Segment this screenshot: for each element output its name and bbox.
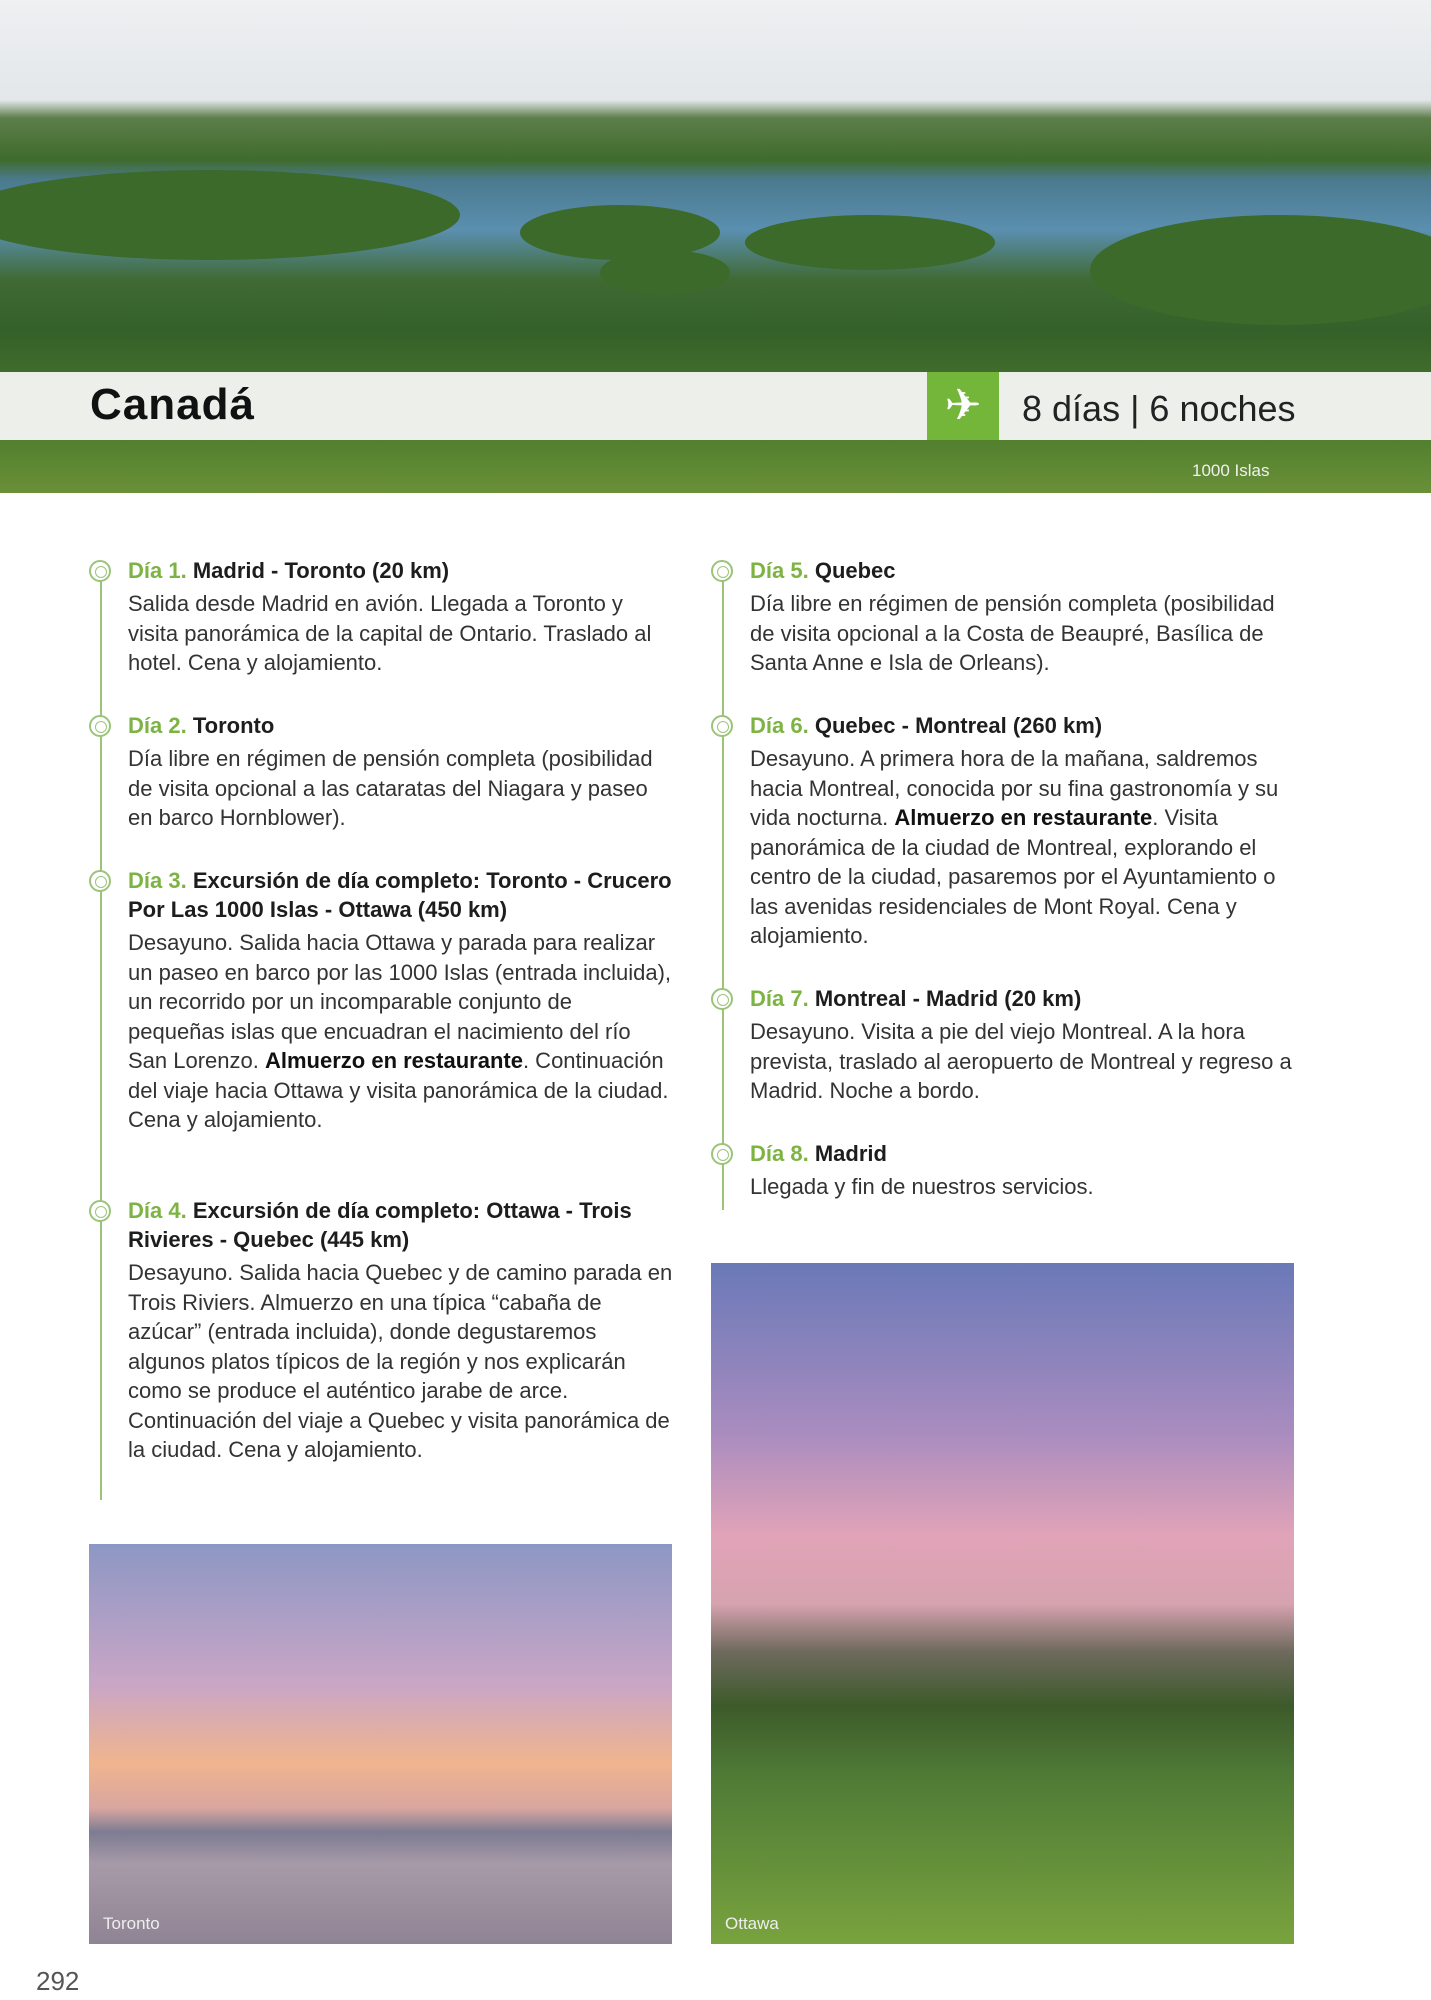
- day-title: Madrid - Toronto (20 km): [192, 558, 450, 583]
- itinerary-day: [750, 1139, 1295, 1202]
- page-number: 292: [36, 1966, 80, 1996]
- day-title: Quebec - Montreal (260 km): [814, 713, 1103, 738]
- description-text: . Continuación del viaje hacia Ottawa y visita panorámica de la ciudad. Cena y alojamiento.: [128, 1048, 669, 1132]
- day-title: Quebec: [814, 558, 896, 583]
- day-marker-icon: [89, 870, 111, 892]
- timeline-line-right: [722, 580, 724, 1210]
- day-heading: [128, 556, 673, 585]
- day-marker-icon: [89, 715, 111, 737]
- day-heading: [750, 556, 1295, 585]
- day-description: [128, 1258, 673, 1465]
- description-text: Día libre en régimen de pensión completa (posibilidad de visita opcional a la Costa de Beaupré, Basílica de Santa Anne e Isla de Orleans).: [750, 591, 1275, 675]
- day-heading: [750, 1139, 1295, 1168]
- day-heading: [750, 711, 1295, 740]
- day-number: Día 6.: [750, 713, 809, 738]
- photo-ottawa: [711, 1263, 1294, 1944]
- day-number: Día 4.: [128, 1198, 187, 1223]
- day-description: [128, 928, 673, 1135]
- description-text: Salida desde Madrid en avión. Llegada a Toronto y visita panorámica de la capital de Ontario. Traslado al hotel. Cena y alojamiento.: [128, 591, 652, 675]
- itinerary-day: [750, 984, 1295, 1106]
- day-description: [750, 1172, 1295, 1202]
- page-title: Canadá: [90, 380, 255, 429]
- description-text: Desayuno. Visita a pie del viejo Montreal. A la hora prevista, traslado al aeropuerto de Montreal y regreso a Madrid. Noche a bordo.: [750, 1019, 1292, 1103]
- day-title: Montreal - Madrid (20 km): [814, 986, 1082, 1011]
- day-number: Día 2.: [128, 713, 187, 738]
- day-marker-icon: [89, 560, 111, 582]
- trip-duration: 8 días | 6 noches: [1022, 388, 1296, 429]
- day-heading: [128, 1196, 673, 1254]
- itinerary-day: [750, 711, 1295, 951]
- day-description: [750, 744, 1295, 951]
- day-number: Día 5.: [750, 558, 809, 583]
- day-number: Día 1.: [128, 558, 187, 583]
- itinerary-day: [750, 556, 1295, 678]
- day-marker-icon: [711, 988, 733, 1010]
- description-text: . Visita panorámica de la ciudad de Montreal, explorando el centro de la ciudad, pasaremos por el Ayuntamiento o las avenidas residenciales de Mont Royal. Cena y alojamiento.: [750, 805, 1276, 948]
- day-description: [750, 1017, 1295, 1106]
- day-marker-icon: [89, 1200, 111, 1222]
- day-heading: [750, 984, 1295, 1013]
- plane-icon: ✈: [927, 372, 999, 440]
- day-description: [128, 589, 673, 678]
- day-number: Día 3.: [128, 868, 187, 893]
- description-text: Día libre en régimen de pensión completa (posibilidad de visita opcional a las cataratas del Niagara y paseo en barco Hornblower).: [128, 746, 653, 830]
- day-marker-icon: [711, 1143, 733, 1165]
- day-title: Excursión de día completo: Ottawa - Trois Rivieres - Quebec (445 km): [128, 1198, 632, 1252]
- day-title: Excursión de día completo: Toronto - Crucero Por Las 1000 Islas - Ottawa (450 km): [128, 868, 672, 922]
- itinerary-day: [128, 866, 673, 1135]
- description-text: Desayuno. Salida hacia Ottawa y parada para realizar un paseo en barco por las 1000 Islas (entrada incluida), un recorrido por un incomparable conjunto de pequeñas islas que encuadran el nacimiento del río San Lorenzo.: [128, 930, 672, 1073]
- photo-caption: Ottawa: [725, 1914, 779, 1933]
- day-number: Día 8.: [750, 1141, 809, 1166]
- day-marker-icon: [711, 715, 733, 737]
- day-marker-icon: [711, 560, 733, 582]
- day-number: Día 7.: [750, 986, 809, 1011]
- day-description: [128, 744, 673, 833]
- itinerary-day: [128, 711, 673, 833]
- day-heading: [128, 711, 673, 740]
- highlight-text: Almuerzo en restaurante: [894, 805, 1153, 830]
- photo-toronto: [89, 1544, 672, 1944]
- photo-caption: Toronto: [103, 1914, 160, 1933]
- day-heading: [128, 866, 673, 924]
- day-description: [750, 589, 1295, 678]
- description-text: Llegada y fin de nuestros servicios.: [750, 1174, 1094, 1199]
- day-title: Madrid: [814, 1141, 887, 1166]
- hero-caption: 1000 Islas: [1192, 461, 1270, 480]
- day-title: Toronto: [192, 713, 275, 738]
- itinerary-day: [128, 556, 673, 678]
- highlight-text: Almuerzo en restaurante: [264, 1048, 523, 1073]
- description-text: Desayuno. A primera hora de la mañana, saldremos hacia Montreal, conocida por su fina gastronomía y su vida nocturna.: [750, 746, 1279, 830]
- itinerary-day: [128, 1196, 673, 1465]
- description-text: Desayuno. Salida hacia Quebec y de camino parada en Trois Riviers. Almuerzo en una típica “cabaña de azúcar” (entrada incluida), donde degustaremos algunos platos típicos de la región y nos explicarán como se produce el auténtico jarabe de arce. Continuación del viaje a Quebec y visita panorámica de la ciudad. Cena y alojamiento.: [128, 1260, 673, 1462]
